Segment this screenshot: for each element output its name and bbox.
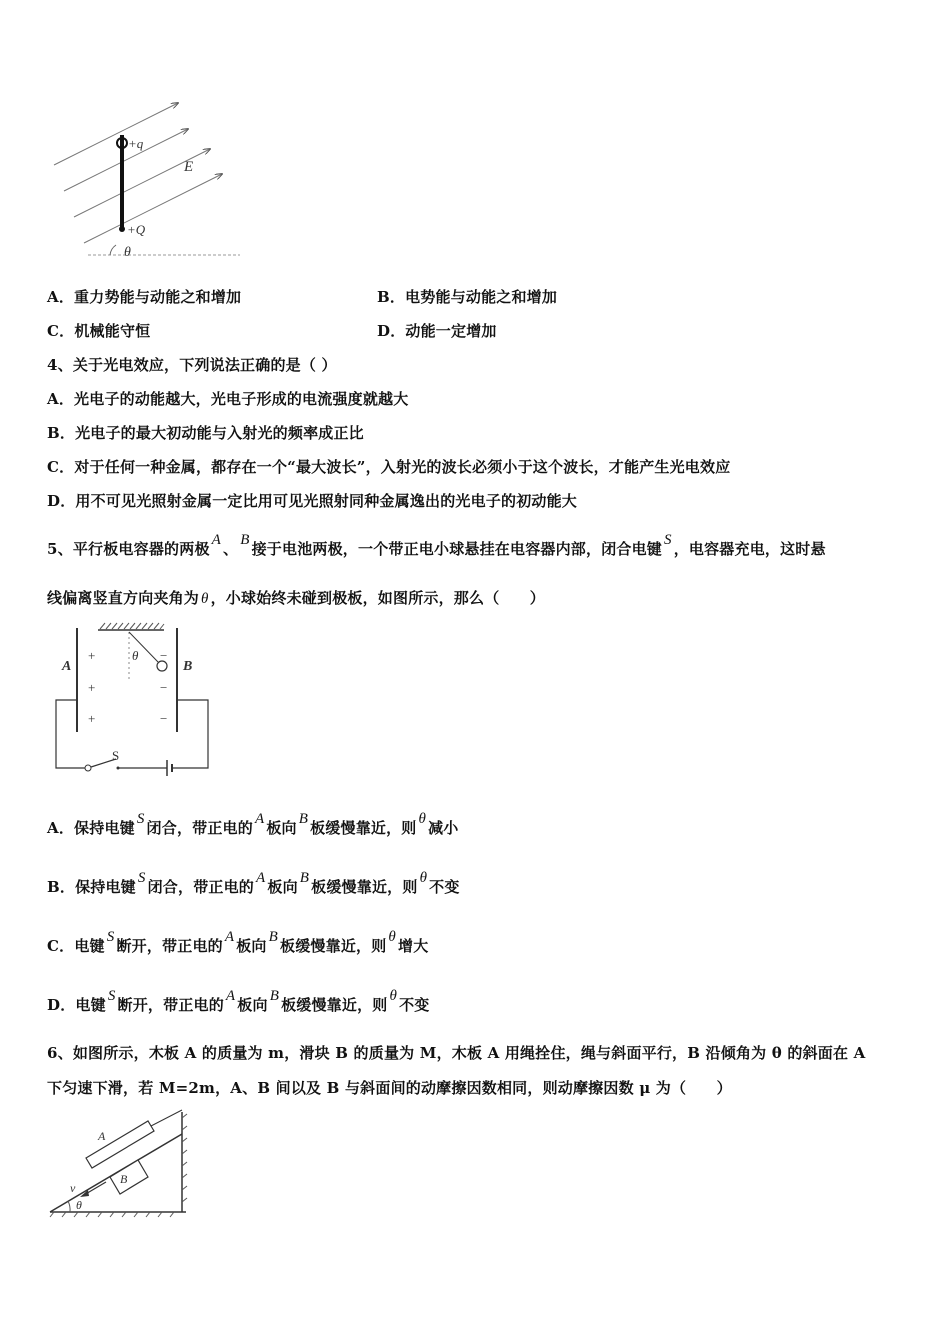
plate-a-label: A bbox=[62, 659, 72, 674]
block-b-label: B bbox=[120, 1172, 128, 1186]
figure-charged-rod-in-field bbox=[50, 95, 250, 265]
velocity-label: v bbox=[70, 1181, 76, 1195]
q4-option-c: C．对于任何一种金属，都存在一个“最大波长”，入射光的波长必须小于这个波长，才能产生光电效应 bbox=[47, 458, 731, 476]
plate-b-label: B bbox=[183, 659, 193, 674]
symbol-a: A bbox=[211, 532, 222, 548]
symbol-theta: θ bbox=[201, 591, 209, 607]
plus-sign-1: + bbox=[88, 648, 96, 663]
q3-option-b: B．电势能与动能之和增加 bbox=[377, 288, 558, 306]
figure-capacitor-circuit bbox=[50, 620, 215, 780]
q5-stem-line1: 5、平行板电容器的两极 A 、 B 接于电池两极，一个带正电小球悬挂在电容器内部，闭合电键 S ，电容器充电，这时悬 bbox=[47, 532, 826, 558]
q5-option-c: C．电键 S 断开，带正电的 A 板向 B 板缓慢靠近，则 θ 增大 bbox=[47, 929, 429, 955]
symbol-b: B bbox=[240, 532, 250, 548]
board-a-label: A bbox=[98, 1129, 106, 1143]
plus-sign-2: + bbox=[88, 680, 96, 695]
q4-option-d: D．用不可见光照射金属一定比用可见光照射同种金属逸出的光电子的初动能大 bbox=[47, 492, 578, 510]
charge-bottom-label: +Q bbox=[127, 222, 146, 237]
q5-stem-line2: 线偏离竖直方向夹角为 θ ，小球始终未碰到极板，如图所示，那么（ ） bbox=[47, 589, 545, 607]
q3-option-a: A．重力势能与动能之和增加 bbox=[47, 288, 242, 306]
q3-option-d: D．动能一定增加 bbox=[377, 322, 497, 340]
minus-sign-3: − bbox=[160, 711, 168, 726]
q5-option-d: D．电键 S 断开，带正电的 A 板向 B 板缓慢靠近，则 θ 不变 bbox=[47, 988, 430, 1014]
q4-option-b: B．光电子的最大初动能与入射光的频率成正比 bbox=[47, 424, 364, 442]
q5-option-b: B．保持电键 S 闭合，带正电的 A 板向 B 板缓慢靠近，则 θ 不变 bbox=[47, 870, 460, 896]
q6-stem-line2: 下匀速下滑，若 M=2m，A、B 间以及 B 与斜面间的动摩擦因数相同，则动摩擦因数 μ 为（ ） bbox=[47, 1079, 732, 1097]
q6-stem-line1: 6、如图所示，木板 A 的质量为 m，滑块 B 的质量为 M，木板 A 用绳拴住，绳与斜面平行，B 沿倾角为 θ 的斜面在 A bbox=[47, 1044, 866, 1062]
q5-option-a: A．保持电键 S 闭合，带正电的 A 板向 B 板缓慢靠近，则 θ 减小 bbox=[47, 811, 459, 837]
q4-stem: 4、关于光电效应，下列说法正确的是（ ） bbox=[47, 356, 337, 374]
q4-option-a: A．光电子的动能越大，光电子形成的电流强度就越大 bbox=[47, 390, 409, 408]
incline-angle-label: θ bbox=[76, 1198, 82, 1212]
plus-sign-3: + bbox=[88, 711, 96, 726]
q3-option-c: C．机械能守恒 bbox=[47, 322, 151, 340]
angle-label: θ bbox=[124, 245, 131, 260]
angle-label-capacitor: θ bbox=[132, 648, 139, 663]
switch-label: S bbox=[112, 748, 120, 763]
figure-incline-blocks bbox=[48, 1108, 193, 1220]
minus-sign-1: − bbox=[160, 648, 168, 663]
symbol-s: S bbox=[664, 532, 672, 548]
minus-sign-2: − bbox=[160, 680, 168, 695]
field-label: E bbox=[184, 159, 194, 175]
charge-top-label: +q bbox=[128, 136, 144, 151]
